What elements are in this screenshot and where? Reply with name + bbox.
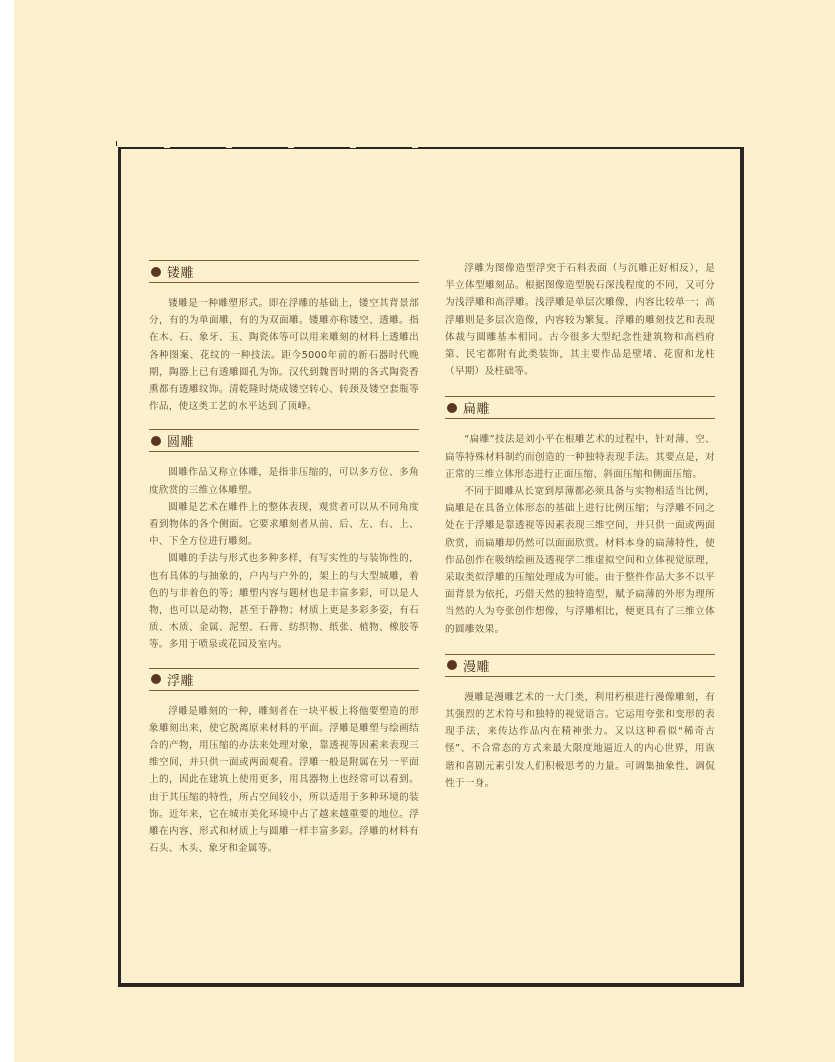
section-body [149, 691, 419, 858]
paragraph: 不同于圆雕从长宽到厚薄都必须具备与实物相适当比例，扁雕是在具备立体形态的基础上进行比例压缩；与浮雕不同之处在于浮雕是靠透视等因素表现三维空间，并只供一面或两面欣赏，而扁雕却仍然可以面面欣赏。材料本身的扁薄特性，使作品创作在吸纳绘画及透视学二维虚拟空间和立体视觉原理，采取类似浮雕的压缩处理成为可能。由于整件作品大多不以平面背景为依托，巧借天然的独特造型，赋予扁薄的外形为理所当然的人为夸张创作想像，与浮雕相比，便更具有了三维立体的圆雕效果。 [445, 486, 715, 635]
section-heading [149, 260, 419, 283]
section-bian-diao [445, 396, 715, 637]
section-lou-diao [149, 260, 419, 415]
paragraph: 圆雕的手法与形式也多种多样，有写实性的与装饰性的，也有具体的与抽象的，户内与户外的，架上的与大型城雕，着色的与非着色的等；雕塑内容与题材也是丰富多彩，可以是人物，也可以是动物，甚至于静物；材质上更是多彩多姿，有石质、木质、金属、泥塑、石膏、纺织物、纸张、植物、橡胶等等。多用于喷泉或花园及室内。 [149, 553, 419, 651]
paragraph: 圆雕作品又称立体雕，是指非压缩的，可以多方位、多角度欣赏的三维立体雕塑。 [149, 467, 419, 496]
bullet-dot [151, 436, 161, 446]
bullet-dot [151, 674, 161, 684]
section-fu-diao [149, 668, 419, 858]
section-title: 浮雕 [167, 673, 195, 689]
bullet-dot [151, 267, 161, 277]
section-heading [149, 668, 419, 691]
section-title: 镂雕 [167, 266, 195, 281]
left-column [149, 260, 419, 857]
section-heading [445, 654, 715, 677]
section-title: 漫雕 [463, 659, 491, 675]
paragraph: 镂雕是一种雕塑形式。即在浮雕的基础上，镂空其背景部分，有的为单面雕，有的为双面雕。镂雕亦称镂空、透雕。指在木、石、象牙、玉、陶瓷体等可以用来雕刻的材料上透雕出各种图案、花纹的一种技法。距今5000年前的新石器时代晚期，陶器上已有透雕圆孔为饰。汉代到魏晋时期的各式陶瓷香熏都有透雕纹饰。清乾隆时烧成镂空转心、转颈及镂空套瓶等作品，使这类工艺的水平达到了顶峰。 [149, 298, 419, 413]
section-body [149, 283, 419, 415]
section-man-diao [445, 654, 715, 792]
paragraph: “扁雕”技法是刘小平在根雕艺术的过程中，针对薄、空、扁等特殊材料制约而创造的一种独特表现手法。其要点是，对正常的三维立体形态进行正面压缩、斜面压缩和侧面压缩。 [445, 434, 715, 480]
section-body [149, 452, 419, 653]
section-heading [149, 429, 419, 452]
right-column [445, 260, 715, 792]
fu-diao-continued-paragraph: 浮雕为图像造型浮突于石料表面（与沉雕正好相反），是半立体型雕刻品。根据图像造型脱石深浅程度的不同，又可分为浅浮雕和高浮雕。浅浮雕是单层次雕像，内容比较单一；高浮雕则是多层次造像，内容较为繁复。浮雕的雕刻技艺和表现体裁与圆雕基本相同。古今很多大型纪念性建筑物和高档府第、民宅都附有此类装饰，其主要作品是壁堵、花窗和龙柱（早期）及柱础等。 [445, 263, 715, 378]
section-title: 圆雕 [167, 435, 195, 451]
section-heading [445, 396, 715, 419]
paragraph: 浮雕是雕刻的一种，雕刻者在一块平板上将他要塑造的形象雕刻出来，使它脱离原来材料的平面。浮雕是雕塑与绘画结合的产物，用压缩的办法来处理对象，靠透视等因素来表现三维空间，并只供一面或两面观看。浮雕一般是附属在另一平面上的，因此在建筑上使用更多，用具器物上也经常可以看到。由于其压缩的特性，所占空间较小，所以适用于多种环境的装饰。近年来，它在城市美化环境中占了越来越重要的地位。浮雕在内容、形式和材质上与圆雕一样丰富多彩。浮雕的材料有石头、木头、象牙和金属等。 [149, 705, 419, 855]
paragraph: 漫雕是漫雕艺术的一大门类，利用朽根进行漫像雕刻，有其强烈的艺术符号和独特的视觉语言。它运用夸张和变形的表现手法，来传达作品内在精神张力。又以这种看似“稀奇古怪”、不合常态的方式来最大限度地逼近人的内心世界，用诙谐和喜剧元素引发人们积极思考的力量。可调集抽象性、调侃性于一身。 [445, 691, 715, 789]
corner-tick [116, 141, 117, 146]
bullet-dot [447, 403, 457, 413]
bullet-dot [447, 660, 457, 670]
paragraph: 圆雕是艺术在雕件上的整体表现，观赏者可以从不同角度看到物体的各个侧面。它要求雕刻者从前、后、左、右、上、中、下全方位进行雕刻。 [149, 501, 419, 548]
section-title: 扁雕 [463, 402, 491, 418]
section-body [445, 419, 715, 637]
section-yuan-diao [149, 429, 419, 653]
frame-top-brush-gaps [136, 145, 436, 148]
section-body [445, 677, 715, 792]
